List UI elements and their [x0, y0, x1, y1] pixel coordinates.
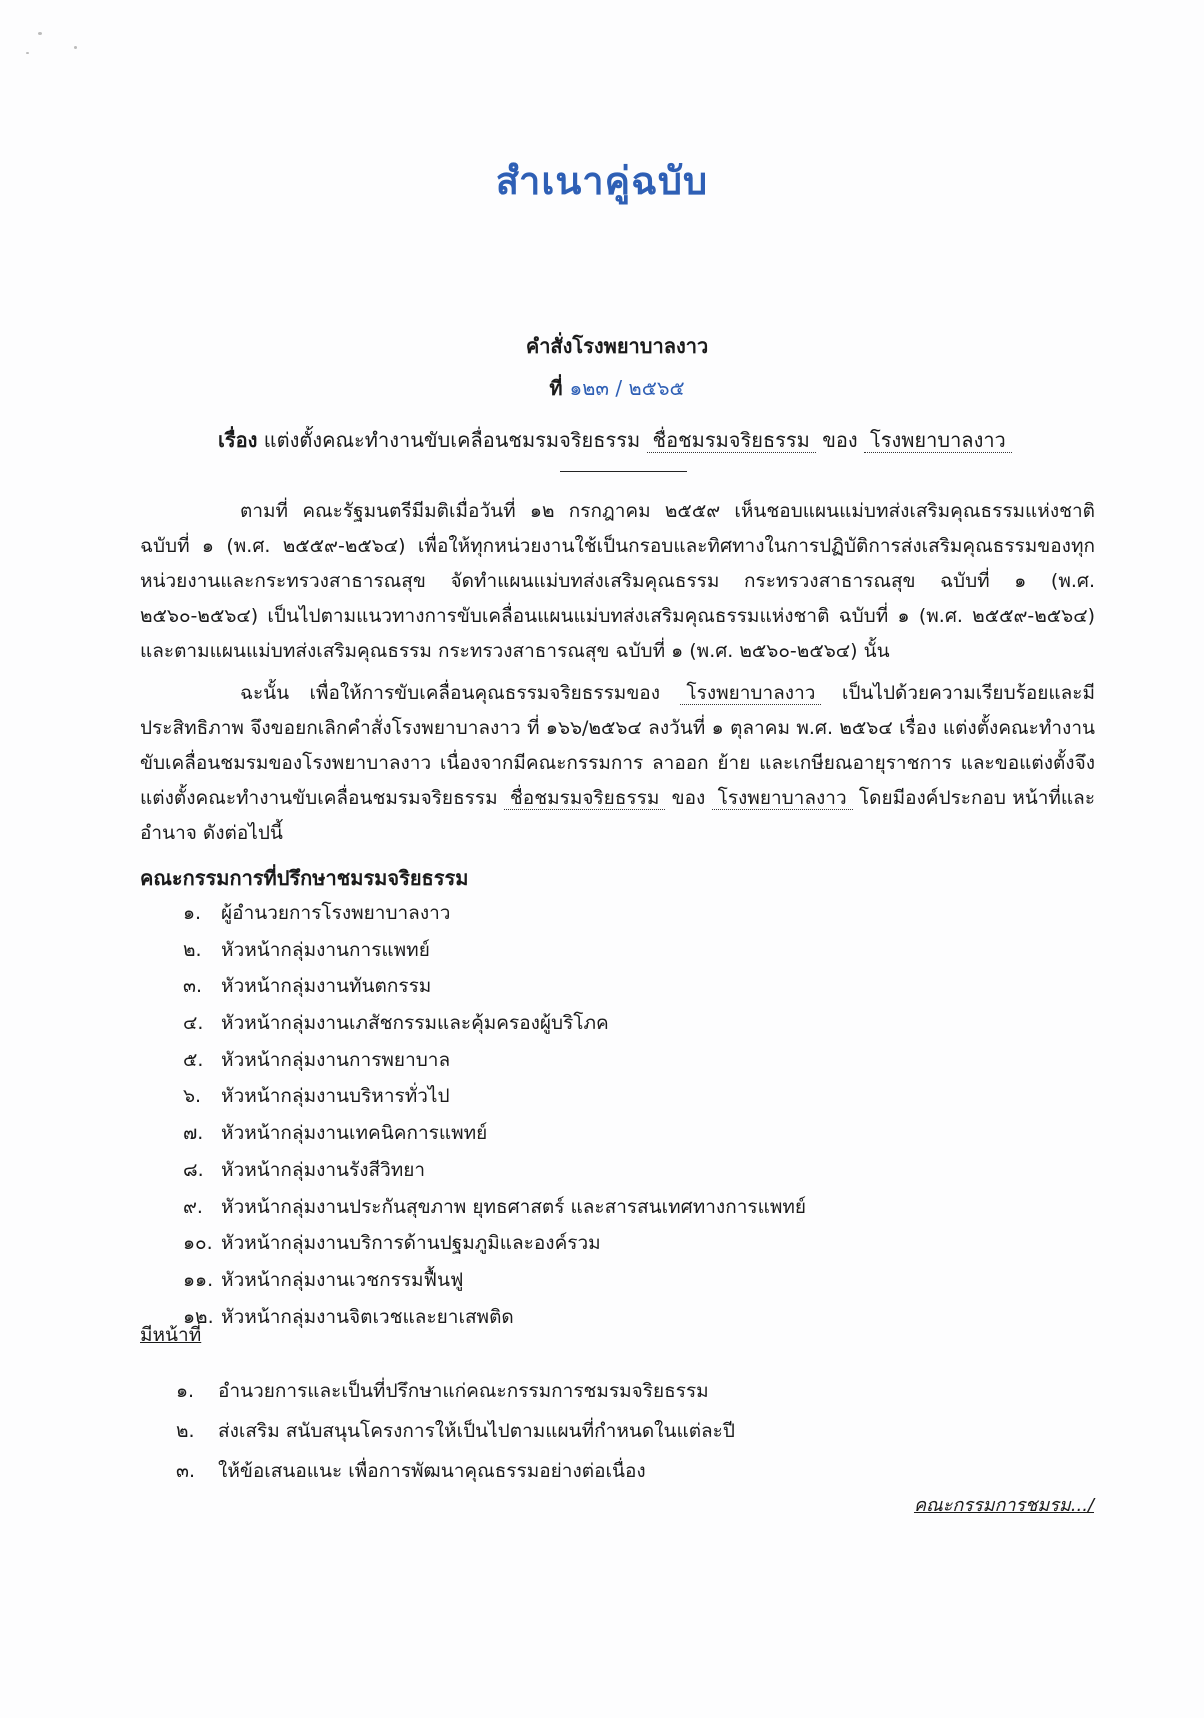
list-item	[176, 1371, 735, 1411]
paragraph-order-part3: โดยมีองค์ประกอบ หน้าที่และอำนาจ ดังต่อไปนี้	[140, 787, 1096, 844]
item-number: ๑๐.	[183, 1232, 213, 1255]
item-number: ๑.	[183, 902, 202, 924]
continuation-text: คณะกรรมการชมรม.../	[913, 1495, 1094, 1516]
item-text: หัวหน้ากลุ่มงานรังสีวิทยา	[221, 1158, 426, 1181]
item-text: หัวหน้ากลุ่มงานการแพทย์	[221, 938, 430, 961]
item-number: ๑๒.	[183, 1305, 214, 1328]
item-number: ๑.	[176, 1380, 195, 1402]
paragraph-background	[140, 494, 1095, 669]
list-item	[176, 1411, 735, 1451]
item-text: อำนวยการและเป็นที่ปรึกษาแก่คณะกรรมการชมรมจริยธรรม	[218, 1380, 709, 1402]
item-number: ๓.	[176, 1460, 196, 1482]
duties-heading: มีหน้าที่	[140, 1324, 202, 1346]
item-text: หัวหน้ากลุ่มงานการพยาบาล	[221, 1048, 451, 1071]
paragraph-order-org-fill-2: โรงพยาบาลงาว	[712, 787, 853, 810]
item-number: ๗.	[183, 1122, 204, 1145]
subject-org: โรงพยาบาลงาว	[864, 428, 1012, 453]
advisors-heading: คณะกรรมการที่ปรึกษาชมรมจริยธรรม	[140, 866, 469, 890]
paragraph-background-text: ตามที่ คณะรัฐมนตรีมีมติเมื่อวันที่ ๑๒ กรกฎาคม ๒๕๕๙ เห็นชอบแผนแม่บทส่งเสริมคุณธรรมแห่งชาติ ฉบับที่ ๑ (พ.ศ. ๒๕๕๙-๒๕๖๔) เพื่อให้ทุกหน่วยงานใช้เป็นกรอบและทิศทางในการปฏิบัติการส่งเสริมคุณธรรมของทุกหน่วยงานและกระทรวงสาธารณสุข จัดทำแผนแม่บทส่งเสริมคุณธรรม กระทรวงสาธารณสุข ฉบับที่ ๑ (พ.ศ. ๒๕๖๐-๒๕๖๔) เป็นไปตามแนวทางการขับเคลื่อนแผนแม่บทส่งเสริมคุณธรรมแห่งชาติ ฉบับที่ ๑ (พ.ศ. ๒๕๕๙-๒๕๖๔) และตามแผนแม่บทส่งเสริมคุณธรรม กระทรวงสาธารณสุข ฉบับที่ ๑ (พ.ศ. ๒๕๖๐-๒๕๖๔) นั้น	[140, 500, 1095, 662]
paragraph-order-org-fill: โรงพยาบาลงาว	[680, 682, 821, 705]
item-number: ๘.	[183, 1158, 204, 1181]
order-number-value: ๑๒๓ / ๒๕๖๕	[569, 376, 685, 400]
divider	[560, 471, 687, 472]
advisors-list	[183, 895, 806, 1335]
item-text: หัวหน้ากลุ่มงานบริการด้านปฐมภูมิและองค์รวม	[221, 1232, 601, 1255]
list-item	[183, 1189, 806, 1226]
list-item	[183, 1078, 806, 1115]
paragraph-order-of: ของ	[671, 787, 706, 809]
item-number: ๑๑.	[183, 1268, 214, 1291]
list-item	[183, 1152, 806, 1189]
subject-label: เรื่อง	[218, 428, 258, 452]
list-item	[183, 1115, 806, 1152]
item-text: ให้ข้อเสนอแนะ เพื่อการพัฒนาคุณธรรมอย่างต่อเนื่อง	[218, 1460, 646, 1482]
item-text: หัวหน้ากลุ่มงานประกันสุขภาพ ยุทธศาสตร์ และสารสนเทศทางการแพทย์	[221, 1195, 807, 1218]
list-item	[183, 1299, 806, 1336]
item-text: ผู้อำนวยการโรงพยาบาลงาว	[221, 902, 451, 924]
duties-list	[176, 1371, 735, 1491]
copy-stamp: สำเนาคู่ฉบับ	[495, 159, 709, 203]
paragraph-order-part2: เป็นไปด้วยความเรียบร้อยและมีประสิทธิภาพ จึงขอยกเลิกคำสั่งโรงพยาบาลงาว ที่ ๑๖๖/๒๕๖๔ ลงวันที่ ๑ ตุลาคม พ.ศ. ๒๕๖๔ เรื่อง แต่งตั้งคณะทำงานขับเคลื่อนชมรมของโรงพยาบาลงาว เนื่องจากมีคณะกรรมการ ลาออก ย้าย และเกษียณอายุราชการ และขอแต่งตั้งจึงแต่งตั้งคณะทำงานขับเคลื่อนชมรมจริยธรรม	[140, 682, 1095, 809]
scan-speck	[26, 52, 29, 54]
item-number: ๖.	[183, 1085, 202, 1108]
list-item	[183, 1225, 806, 1262]
subject-of: ของ	[822, 428, 858, 452]
subject-text: แต่งตั้งคณะทำงานขับเคลื่อนชมรมจริยธรรม	[263, 428, 641, 452]
scan-speck	[74, 46, 77, 49]
item-text: ส่งเสริม สนับสนุนโครงการให้เป็นไปตามแผนที่กำหนดในแต่ละปี	[218, 1420, 735, 1442]
paragraph-order	[140, 676, 1095, 851]
paragraph-order-part1: ฉะนั้น เพื่อให้การขับเคลื่อนคุณธรรมจริยธรรมของ	[240, 682, 660, 704]
scan-speck	[38, 32, 42, 35]
item-number: ๙.	[183, 1195, 203, 1218]
list-item	[183, 1262, 806, 1299]
item-text: หัวหน้ากลุ่มงานบริหารทั่วไป	[221, 1085, 450, 1108]
item-text: หัวหน้ากลุ่มงานเวชกรรมฟื้นฟู	[221, 1268, 464, 1291]
item-text: หัวหน้ากลุ่มงานทันตกรรม	[221, 975, 432, 998]
subject-line	[218, 424, 1012, 456]
list-item	[183, 932, 806, 969]
item-text: หัวหน้ากลุ่มงานเทคนิคการแพทย์	[221, 1122, 488, 1145]
order-title: คำสั่งโรงพยาบาลงาว	[525, 334, 709, 358]
item-text: หัวหน้ากลุ่มงานจิตเวชและยาเสพติด	[221, 1305, 514, 1328]
item-text: หัวหน้ากลุ่มงานเภสัชกรรมและคุ้มครองผู้บริโภค	[221, 1012, 609, 1035]
item-number: ๕.	[183, 1048, 204, 1071]
item-number: ๒.	[183, 938, 202, 961]
list-item	[176, 1451, 735, 1491]
subject-club-name: ชื่อชมรมจริยธรรม	[647, 428, 816, 453]
item-number: ๔.	[183, 1012, 204, 1035]
paragraph-order-club-fill: ชื่อชมรมจริยธรรม	[504, 787, 665, 810]
item-number: ๒.	[176, 1420, 195, 1442]
list-item	[183, 1005, 806, 1042]
order-number	[0, 372, 1204, 404]
order-number-label: ที่	[549, 376, 563, 400]
item-number: ๓.	[183, 975, 203, 998]
list-item	[183, 895, 806, 932]
list-item	[183, 968, 806, 1005]
list-item	[183, 1042, 806, 1079]
